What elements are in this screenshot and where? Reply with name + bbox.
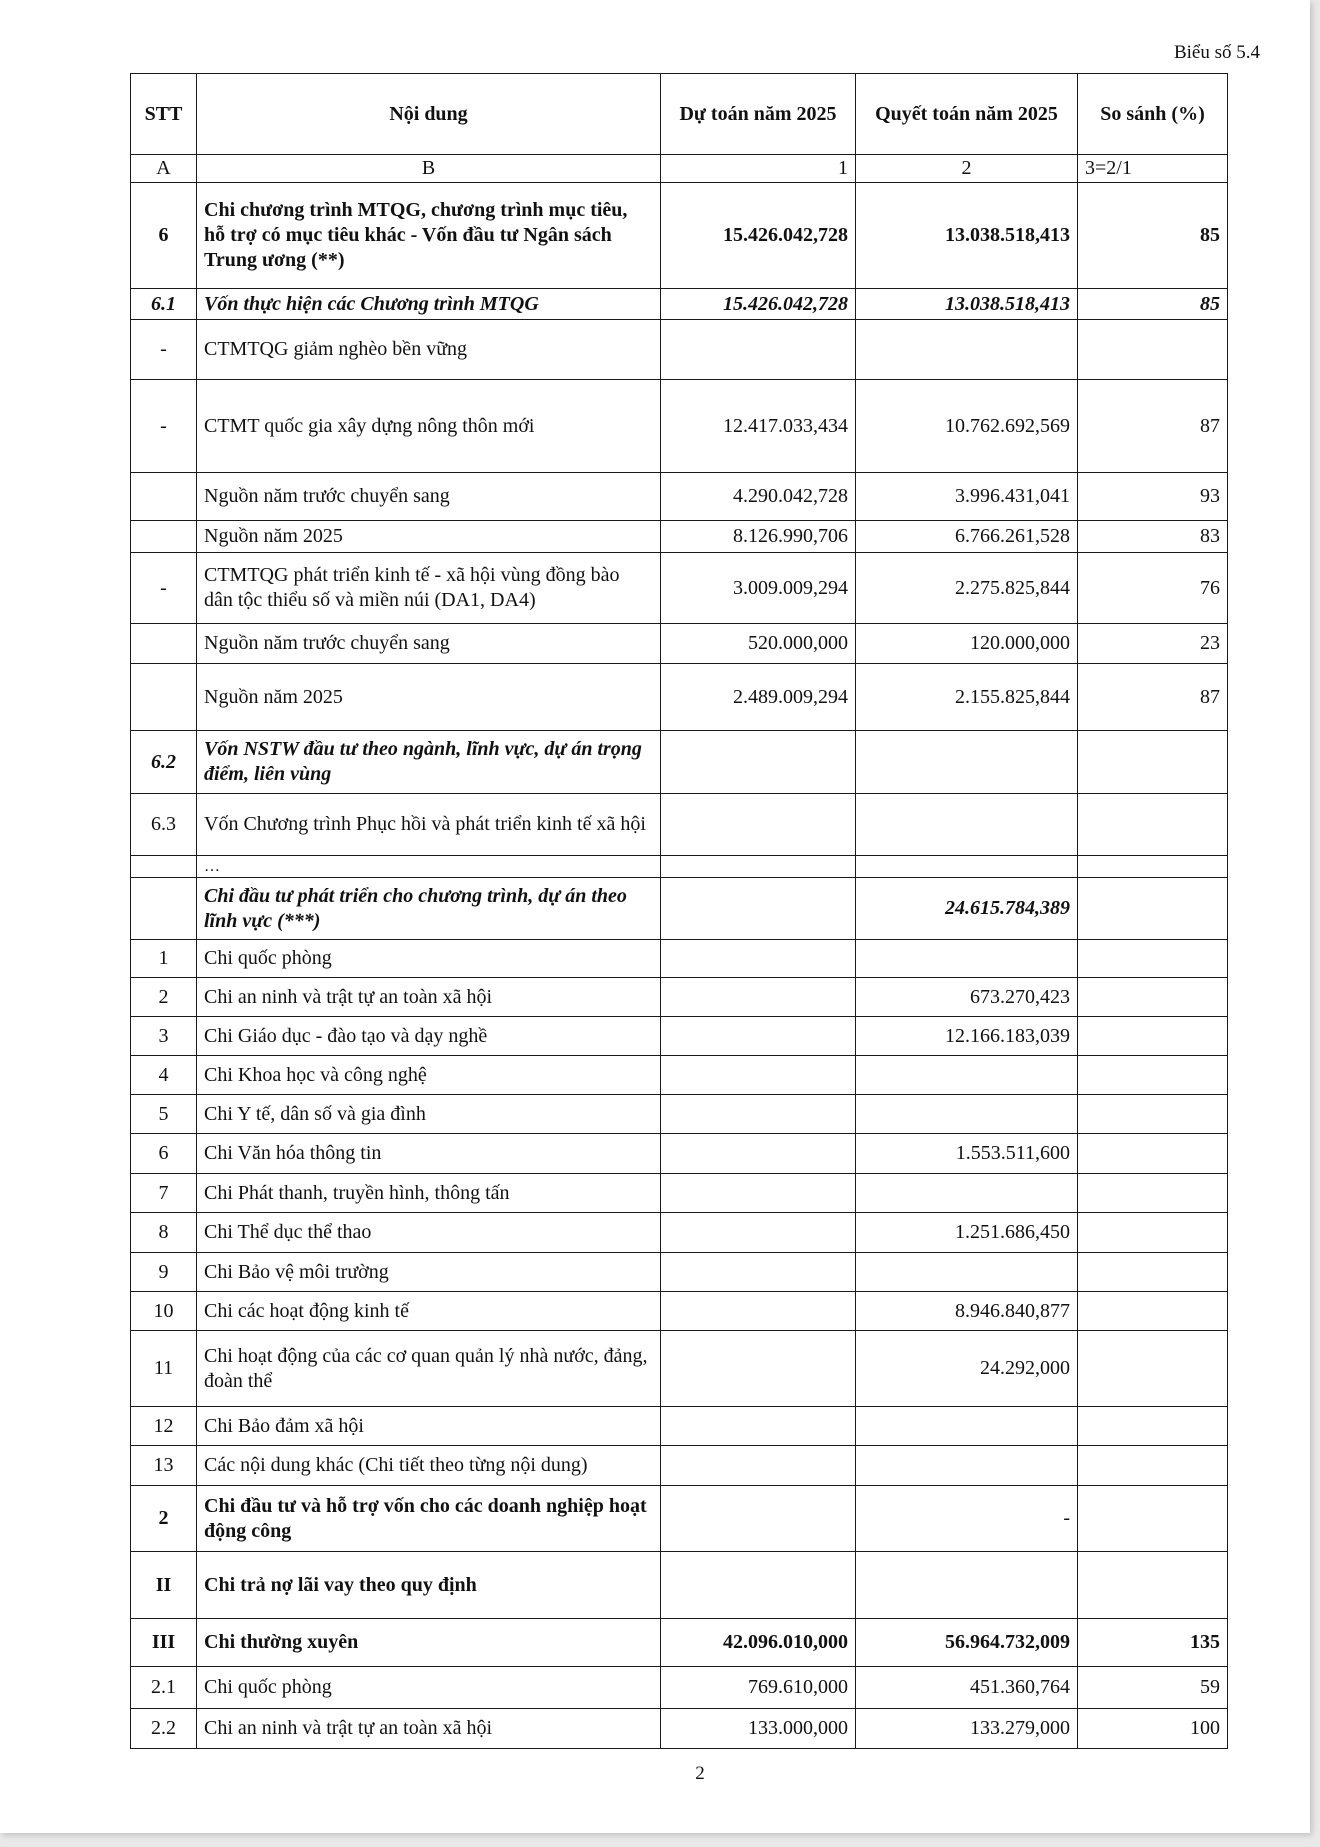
row-du-toan: [661, 1017, 856, 1056]
row-so-sanh: [1078, 1134, 1228, 1174]
row-quyet-toan: 56.964.732,009: [856, 1619, 1078, 1667]
row-stt: 10: [131, 1292, 197, 1331]
row-quyet-toan: [856, 794, 1078, 856]
row-content: Chi Văn hóa thông tin: [197, 1134, 661, 1174]
row-quyet-toan: 451.360,764: [856, 1667, 1078, 1709]
row-content: Nguồn năm 2025: [197, 521, 661, 553]
row-quyet-toan: 13.038.518,413: [856, 183, 1078, 289]
row-so-sanh: 59: [1078, 1667, 1228, 1709]
row-du-toan: 8.126.990,706: [661, 521, 856, 553]
row-content: Chi quốc phòng: [197, 1667, 661, 1709]
row-content: Chi an ninh và trật tự an toàn xã hội: [197, 978, 661, 1017]
header-du-toan: Dự toán năm 2025: [661, 74, 856, 155]
row-content: Chi Phát thanh, truyền hình, thông tấn: [197, 1174, 661, 1213]
row-stt: [131, 878, 197, 940]
row-stt: -: [131, 553, 197, 624]
row-content: Nguồn năm 2025: [197, 664, 661, 731]
row-stt: [131, 521, 197, 553]
row-content: Chi thường xuyên: [197, 1619, 661, 1667]
row-du-toan: [661, 1446, 856, 1486]
table-row: [131, 624, 1228, 664]
row-quyet-toan: [856, 856, 1078, 878]
row-so-sanh: [1078, 1331, 1228, 1407]
table-row: [131, 1292, 1228, 1331]
table-row: [131, 731, 1228, 794]
row-du-toan: [661, 1407, 856, 1446]
row-quyet-toan: [856, 731, 1078, 794]
row-quyet-toan: 120.000,000: [856, 624, 1078, 664]
row-so-sanh: [1078, 1446, 1228, 1486]
row-du-toan: [661, 794, 856, 856]
row-du-toan: [661, 731, 856, 794]
subheader-b: B: [197, 155, 661, 183]
row-so-sanh: 85: [1078, 289, 1228, 320]
row-quyet-toan: [856, 1407, 1078, 1446]
table-row: [131, 1446, 1228, 1486]
table-row: [131, 1552, 1228, 1619]
subheader-2: 2: [856, 155, 1078, 183]
row-so-sanh: [1078, 1056, 1228, 1095]
row-quyet-toan: 8.946.840,877: [856, 1292, 1078, 1331]
table-row: [131, 1667, 1228, 1709]
row-du-toan: [661, 1253, 856, 1292]
row-du-toan: [661, 1292, 856, 1331]
row-stt: [131, 624, 197, 664]
row-quyet-toan: 24.292,000: [856, 1331, 1078, 1407]
row-du-toan: 15.426.042,728: [661, 289, 856, 320]
row-content: CTMT quốc gia xây dựng nông thôn mới: [197, 380, 661, 473]
row-content: Nguồn năm trước chuyển sang: [197, 473, 661, 521]
row-du-toan: [661, 1331, 856, 1407]
table-row: [131, 1486, 1228, 1552]
row-stt: 2.2: [131, 1709, 197, 1749]
row-stt: 4: [131, 1056, 197, 1095]
row-stt: 1: [131, 940, 197, 978]
row-content: CTMTQG phát triển kinh tế - xã hội vùng đồng bào dân tộc thiểu số và miền núi (DA1, DA4): [197, 553, 661, 624]
row-so-sanh: [1078, 1095, 1228, 1134]
row-content: Chi Giáo dục - đào tạo và dạy nghề: [197, 1017, 661, 1056]
row-stt: -: [131, 320, 197, 380]
table-row: [131, 183, 1228, 289]
row-so-sanh: 135: [1078, 1619, 1228, 1667]
header-noi-dung: Nội dung: [197, 74, 661, 155]
row-so-sanh: 87: [1078, 664, 1228, 731]
row-so-sanh: [1078, 320, 1228, 380]
table-row: [131, 1331, 1228, 1407]
table-row: [131, 473, 1228, 521]
table-row: [131, 1407, 1228, 1446]
row-content: Chi an ninh và trật tự an toàn xã hội: [197, 1709, 661, 1749]
row-content: Chi hoạt động của các cơ quan quản lý nhà nước, đảng, đoàn thể: [197, 1331, 661, 1407]
row-content: Chi Bảo vệ môi trường: [197, 1253, 661, 1292]
row-so-sanh: 76: [1078, 553, 1228, 624]
table-row: [131, 1709, 1228, 1749]
row-quyet-toan: [856, 1446, 1078, 1486]
table-row: [131, 978, 1228, 1017]
row-stt: 6.1: [131, 289, 197, 320]
row-du-toan: 769.610,000: [661, 1667, 856, 1709]
header-so-sanh: So sánh (%): [1078, 74, 1228, 155]
row-so-sanh: [1078, 856, 1228, 878]
row-stt: 2: [131, 978, 197, 1017]
table-row: [131, 521, 1228, 553]
table-header-row: [131, 74, 1228, 155]
table-row: [131, 1134, 1228, 1174]
row-quyet-toan: 1.553.511,600: [856, 1134, 1078, 1174]
row-quyet-toan: 133.279,000: [856, 1709, 1078, 1749]
row-so-sanh: [1078, 794, 1228, 856]
row-content: Chi chương trình MTQG, chương trình mục tiêu, hỗ trợ có mục tiêu khác - Vốn đầu tư Ngân sách Trung ương (**): [197, 183, 661, 289]
row-so-sanh: 83: [1078, 521, 1228, 553]
row-stt: -: [131, 380, 197, 473]
row-so-sanh: 87: [1078, 380, 1228, 473]
row-stt: 13: [131, 1446, 197, 1486]
row-du-toan: [661, 978, 856, 1017]
row-du-toan: 15.426.042,728: [661, 183, 856, 289]
row-stt: 11: [131, 1331, 197, 1407]
row-stt: 6.3: [131, 794, 197, 856]
row-quyet-toan: 12.166.183,039: [856, 1017, 1078, 1056]
row-du-toan: [661, 1552, 856, 1619]
row-stt: [131, 856, 197, 878]
row-content: Chi Y tế, dân số và gia đình: [197, 1095, 661, 1134]
row-quyet-toan: 10.762.692,569: [856, 380, 1078, 473]
row-du-toan: [661, 1486, 856, 1552]
table-row: [131, 1095, 1228, 1134]
row-so-sanh: 23: [1078, 624, 1228, 664]
row-du-toan: 2.489.009,294: [661, 664, 856, 731]
row-content: Nguồn năm trước chuyển sang: [197, 624, 661, 664]
table-row: [131, 878, 1228, 940]
row-quyet-toan: [856, 1095, 1078, 1134]
row-stt: 6: [131, 183, 197, 289]
row-quyet-toan: 2.155.825,844: [856, 664, 1078, 731]
row-du-toan: 4.290.042,728: [661, 473, 856, 521]
row-du-toan: 520.000,000: [661, 624, 856, 664]
row-content: …: [197, 856, 661, 878]
row-content: Vốn thực hiện các Chương trình MTQG: [197, 289, 661, 320]
row-so-sanh: [1078, 978, 1228, 1017]
table-row: [131, 1213, 1228, 1253]
row-quyet-toan: [856, 320, 1078, 380]
row-stt: 2.1: [131, 1667, 197, 1709]
row-stt: 2: [131, 1486, 197, 1552]
row-so-sanh: [1078, 1174, 1228, 1213]
row-du-toan: [661, 878, 856, 940]
row-stt: 6.2: [131, 731, 197, 794]
table-row: [131, 1056, 1228, 1095]
row-du-toan: [661, 1174, 856, 1213]
row-content: Chi đầu tư phát triển cho chương trình, dự án theo lĩnh vực (***): [197, 878, 661, 940]
row-so-sanh: [1078, 1407, 1228, 1446]
row-du-toan: [661, 856, 856, 878]
header-stt: STT: [131, 74, 197, 155]
row-stt: 5: [131, 1095, 197, 1134]
row-quyet-toan: 3.996.431,041: [856, 473, 1078, 521]
row-stt: III: [131, 1619, 197, 1667]
row-content: Các nội dung khác (Chi tiết theo từng nội dung): [197, 1446, 661, 1486]
row-content: Vốn Chương trình Phục hồi và phát triển kinh tế xã hội: [197, 794, 661, 856]
row-stt: II: [131, 1552, 197, 1619]
row-so-sanh: [1078, 731, 1228, 794]
row-stt: 7: [131, 1174, 197, 1213]
row-du-toan: 3.009.009,294: [661, 553, 856, 624]
table-row: [131, 1619, 1228, 1667]
row-content: Chi Bảo đảm xã hội: [197, 1407, 661, 1446]
row-content: CTMTQG giảm nghèo bền vững: [197, 320, 661, 380]
row-content: Chi các hoạt động kinh tế: [197, 1292, 661, 1331]
row-so-sanh: 93: [1078, 473, 1228, 521]
header-quyet-toan: Quyết toán năm 2025: [856, 74, 1078, 155]
row-du-toan: [661, 1056, 856, 1095]
row-quyet-toan: 673.270,423: [856, 978, 1078, 1017]
row-so-sanh: [1078, 940, 1228, 978]
row-content: Chi trả nợ lãi vay theo quy định: [197, 1552, 661, 1619]
row-so-sanh: [1078, 1552, 1228, 1619]
table-row: [131, 940, 1228, 978]
row-stt: [131, 664, 197, 731]
row-quyet-toan: 13.038.518,413: [856, 289, 1078, 320]
row-so-sanh: [1078, 1486, 1228, 1552]
row-stt: [131, 473, 197, 521]
subheader-a: A: [131, 155, 197, 183]
row-so-sanh: [1078, 1017, 1228, 1056]
row-quyet-toan: [856, 1056, 1078, 1095]
row-quyet-toan: 24.615.784,389: [856, 878, 1078, 940]
table-row: [131, 856, 1228, 878]
table-row: [131, 380, 1228, 473]
row-du-toan: [661, 1134, 856, 1174]
row-so-sanh: [1078, 878, 1228, 940]
table-row: [131, 1253, 1228, 1292]
row-so-sanh: 85: [1078, 183, 1228, 289]
row-so-sanh: [1078, 1292, 1228, 1331]
row-stt: 12: [131, 1407, 197, 1446]
table-row: [131, 553, 1228, 624]
row-so-sanh: [1078, 1253, 1228, 1292]
row-quyet-toan: 6.766.261,528: [856, 521, 1078, 553]
row-quyet-toan: 2.275.825,844: [856, 553, 1078, 624]
row-quyet-toan: [856, 940, 1078, 978]
row-quyet-toan: -: [856, 1486, 1078, 1552]
row-quyet-toan: 1.251.686,450: [856, 1213, 1078, 1253]
row-stt: 6: [131, 1134, 197, 1174]
table-subheader-row: [131, 155, 1228, 183]
subheader-3: 3=2/1: [1078, 155, 1228, 183]
row-stt: 9: [131, 1253, 197, 1292]
table-row: [131, 320, 1228, 380]
table-row: [131, 289, 1228, 320]
row-content: Vốn NSTW đầu tư theo ngành, lĩnh vực, dự án trọng điểm, liên vùng: [197, 731, 661, 794]
row-stt: 8: [131, 1213, 197, 1253]
row-content: Chi Khoa học và công nghệ: [197, 1056, 661, 1095]
row-quyet-toan: [856, 1552, 1078, 1619]
row-content: Chi đầu tư và hỗ trợ vốn cho các doanh nghiệp hoạt động công: [197, 1486, 661, 1552]
row-so-sanh: 100: [1078, 1709, 1228, 1749]
row-stt: 3: [131, 1017, 197, 1056]
table-row: [131, 1174, 1228, 1213]
page-number: 2: [695, 1763, 705, 1784]
row-so-sanh: [1078, 1213, 1228, 1253]
row-du-toan: [661, 320, 856, 380]
row-content: Chi quốc phòng: [197, 940, 661, 978]
budget-table: [130, 73, 1228, 1749]
subheader-1: 1: [661, 155, 856, 183]
row-du-toan: [661, 1213, 856, 1253]
table-row: [131, 664, 1228, 731]
row-quyet-toan: [856, 1174, 1078, 1213]
table-row: [131, 1017, 1228, 1056]
row-du-toan: 12.417.033,434: [661, 380, 856, 473]
row-du-toan: [661, 1095, 856, 1134]
row-du-toan: [661, 940, 856, 978]
row-du-toan: 42.096.010,000: [661, 1619, 856, 1667]
row-content: Chi Thể dục thể thao: [197, 1213, 661, 1253]
form-number-label: Biểu số 5.4: [1173, 42, 1260, 63]
row-quyet-toan: [856, 1253, 1078, 1292]
row-du-toan: 133.000,000: [661, 1709, 856, 1749]
table-row: [131, 794, 1228, 856]
